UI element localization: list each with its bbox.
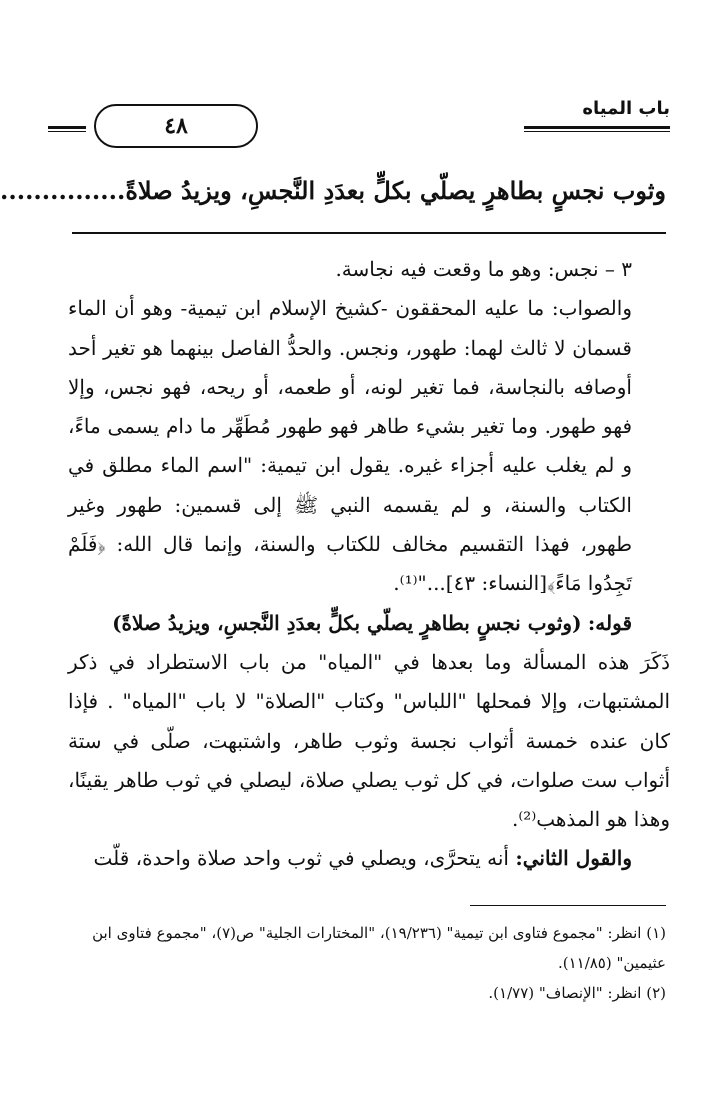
running-header bbox=[48, 96, 670, 146]
paragraph-definition: ٣ – نجس: وهو ما وقعت فيه نجاسة. bbox=[335, 257, 632, 281]
quoted-matn: (وثوب نجسٍ بطاهرٍ يصلّي بكلٍّ بعدَدِ النَّجسِ، ويزيدُ صلاةً) bbox=[112, 610, 582, 635]
matn-line: وثوب نجسٍ بطاهرٍ يصلّي بكلٍّ بعدَدِ النَّجسِ، ويزيدُ صلاةً............... bbox=[0, 176, 666, 205]
second-view-text: أنه يتحرَّى، ويصلي في ثوب واحد صلاة واحدة، قلّت bbox=[93, 846, 509, 871]
footnote-divider bbox=[470, 905, 666, 906]
page-number: ٤٨ bbox=[94, 104, 258, 148]
quote-label: قوله: bbox=[587, 610, 632, 635]
header-rule-left bbox=[48, 126, 86, 132]
paragraph-quote bbox=[68, 604, 670, 643]
footnote-2: (٢) انظر: "الإنصاف" (١/٧٧). bbox=[488, 984, 666, 1002]
matn-divider bbox=[72, 232, 666, 234]
paragraph-second-view bbox=[68, 839, 670, 878]
footnote-1: (١) انظر: "مجموع فتاوى ابن تيمية" (١٩/٢٣٦)، "المختارات الجلية" ص(٧)، "مجموع فتاوى ابن عثيمين" (١١/٨٥). bbox=[92, 924, 666, 972]
header-rule bbox=[524, 126, 670, 132]
paragraph-explanation: ذَكَرَ هذه المسألة وما بعدها في "المياه" من باب الاستطراد في ذكر المشتبهات، وإلا فمحلها "اللباس" وكتاب "الصلاة" لا باب "المياه" . فإذا كان عنده خمسة أثواب نجسة وثوب طاهر، واشتبهت، صلّى في ستة أثواب ست صلوات، في كل ثوب يصلي صلاة، ليصلي في ثوب طاهر يقينًا، وهذا هو المذهب⁽²⁾. bbox=[68, 649, 670, 832]
second-view-label: والقول الثاني: bbox=[515, 846, 632, 871]
chapter-title: باب المياه bbox=[582, 98, 670, 119]
footnotes bbox=[64, 918, 666, 1008]
commentary-body bbox=[68, 250, 670, 879]
paragraph-correct-view: والصواب: ما عليه المحققون -كشيخ الإسلام ابن تيمية- وهو أن الماء قسمان لا ثالث لهما: طهور، ونجس. والحدُّ الفاصل بينهما هو تغير أحد أوصافه بالنجاسة، فما تغير لونه، أو طعمه، أو ريحه، فهو نجس، وإلا فهو طهور. وما تغير بشيء طاهر فهو طهور مُطَهِّر ما دام يسمى ماءً، و لم يغلب عليه أجزاء غيره. يقول ابن تيمية: "اسم الماء مطلق في الكتاب والسنة، و لم يقسمه النبي ﷺ إلى قسمين: طهور وغير طهور، فهذا التقسيم مخالف للكتاب والسنة، وإنما قال الله: ﴿فَلَمْ تَجِدُوا مَاءً﴾[النساء: ٤٣]..."⁽¹⁾. bbox=[68, 296, 632, 596]
